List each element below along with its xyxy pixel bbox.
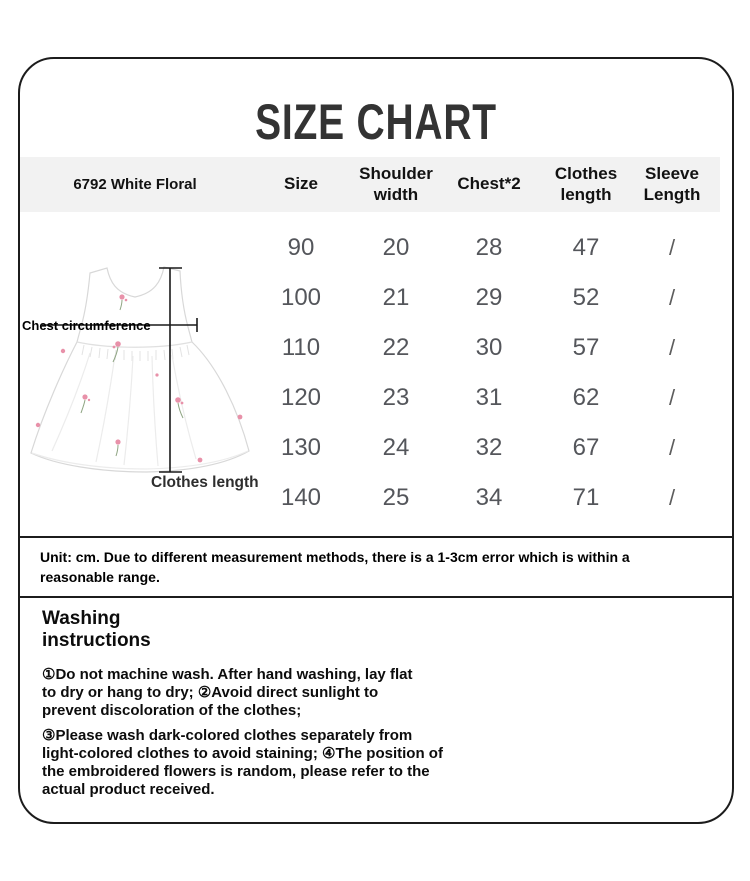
size-chart-panel — [18, 57, 734, 824]
cell-sleeve: / — [668, 285, 676, 310]
cell-clothes: 67 — [572, 434, 600, 461]
header-cell-shoulder-width: Shoulder width — [359, 164, 433, 204]
unit-note-section — [20, 536, 732, 596]
cell-clothes: 62 — [572, 384, 600, 411]
washing-paragraph: ①Do not machine wash. After hand washing, lay flat to dry or hang to dry; ②Avoid direct sunlight to prevent discoloration of the clothes; — [42, 666, 413, 719]
cell-chest: 28 — [475, 234, 503, 261]
cell-chest: 34 — [475, 484, 503, 511]
cell-shoulder: 23 — [382, 384, 410, 411]
product-label: 6792 White Floral — [73, 175, 197, 193]
cell-size: 110 — [281, 334, 321, 361]
size-chart-section — [20, 59, 732, 536]
unit-note-line: Unit: cm. Due to different measurement methods, there is a 1-3cm error which is within a — [40, 549, 630, 565]
cell-sleeve: / — [668, 435, 676, 460]
page-title: SIZE CHART — [255, 94, 497, 151]
header-cell-size: Size — [283, 174, 319, 194]
dress-illustration — [20, 255, 270, 497]
washing-instructions-section — [20, 596, 732, 799]
cell-shoulder: 20 — [382, 234, 410, 261]
cell-sleeve: / — [668, 335, 676, 360]
dress-figure — [20, 255, 270, 497]
cell-sleeve: / — [668, 235, 676, 260]
cell-shoulder: 21 — [382, 284, 410, 311]
cell-size: 130 — [280, 434, 322, 461]
clothes-length-label: Clothes length — [151, 474, 259, 491]
cell-clothes: 52 — [572, 284, 600, 311]
cell-size: 100 — [280, 284, 322, 311]
washing-paragraph: ③Please wash dark-colored clothes separately from light-colored clothes to avoid staining; ④The position of the embroidered flowers is random, please refer to the actual product received. — [42, 727, 443, 798]
header-cell-clothes-length: Clothes length — [554, 164, 618, 204]
header-cell-sleeve-length: Sleeve Length — [643, 164, 701, 204]
cell-size: 140 — [280, 484, 322, 511]
cell-sleeve: / — [668, 385, 676, 410]
washing-heading: Washing instructions — [42, 608, 151, 651]
cell-shoulder: 22 — [382, 334, 410, 361]
cell-clothes: 57 — [572, 334, 600, 361]
cell-shoulder: 25 — [382, 484, 410, 511]
header-cell-chest: Chest*2 — [457, 174, 521, 194]
unit-note-line: reasonable range. — [40, 569, 160, 585]
chest-circumference-label: Chest circumference — [22, 318, 151, 333]
dress-outline — [31, 267, 249, 472]
size-table-header — [20, 157, 720, 212]
cell-shoulder: 24 — [382, 434, 410, 461]
cell-clothes: 47 — [572, 234, 600, 261]
cell-chest: 31 — [475, 384, 503, 411]
cell-chest: 30 — [475, 334, 503, 361]
cell-clothes: 71 — [572, 484, 600, 511]
cell-size: 90 — [287, 234, 315, 261]
cell-chest: 29 — [475, 284, 503, 311]
cell-size: 120 — [280, 384, 322, 411]
cell-sleeve: / — [668, 485, 676, 510]
cell-chest: 32 — [475, 434, 503, 461]
